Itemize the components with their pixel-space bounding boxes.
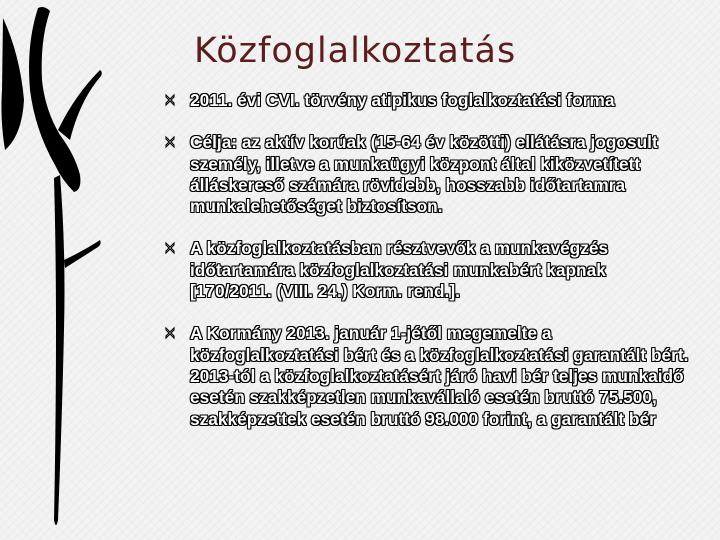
bullet-text: Célja: az aktív korúak (15-64 év közötti) ellátásra jogosult személy, illetve a munkaügyi központ által kiközvetített álláskereső számára rövidebb, hosszabb időtartamra munkalehetőséget biztosítson. <box>190 132 658 217</box>
brush-stroke-decoration <box>0 0 110 540</box>
bullet-text: A közfoglalkoztatásban résztvevők a munkavégzés időtartamára közfoglalkoztatási munkabért kapnak [170/2011. (VIII. 24.) Korm. rend.]. <box>190 238 609 302</box>
bullet-text: 2011. évi CVI. törvény atipikus foglalkoztatási forma <box>190 90 615 110</box>
diamond-bullet-icon <box>162 240 178 256</box>
diamond-bullet-icon <box>162 92 178 108</box>
list-item <box>162 238 692 302</box>
list-item <box>162 132 692 217</box>
list-item <box>162 90 692 111</box>
diamond-bullet-icon <box>162 325 178 341</box>
diamond-bullet-icon <box>162 134 178 150</box>
bullet-text: A Kormány 2013. január 1-jétől megemelte a közfoglalkoztatási bért és a közfoglalkoztatási garantált bért. 2013-tól a közfoglalkoztatásért járó havi bér teljes munkaidő esetén szakképzetlen munkavállaló esetén bruttó 75.500, szakképzettek esetén bruttó 98.000 forint, a garantált bér <box>190 323 689 429</box>
list-item <box>162 323 692 429</box>
slide-title: Közfoglalkoztatás <box>194 31 517 71</box>
bullet-list <box>162 90 692 451</box>
